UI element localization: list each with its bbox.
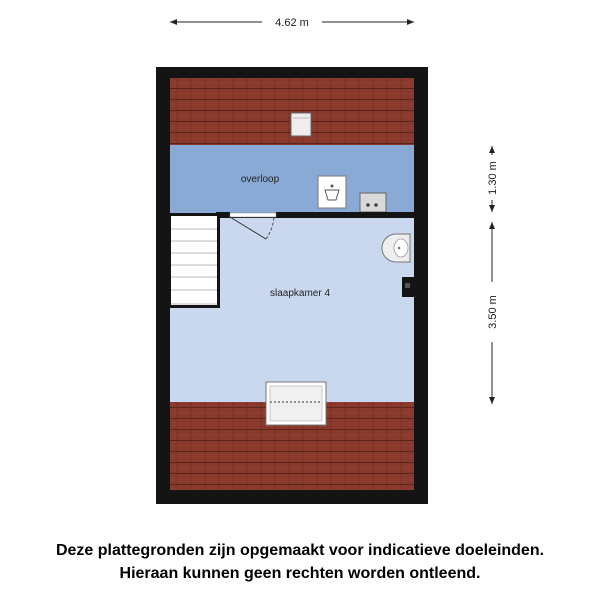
bedroom-label: slaapkamer 4 [269, 288, 331, 299]
height-dimension-top [487, 146, 499, 212]
width-label: 4.62 m [275, 17, 309, 29]
staircase [168, 214, 220, 308]
height-bottom-label: 3.50 m [487, 295, 499, 329]
inner-wall-right [276, 212, 414, 218]
height-top-label: 1.30 m [487, 161, 499, 195]
disclaimer-line-1: Deze plattegronden zijn opgemaakt voor indicatieve doeleinden. [55, 542, 545, 559]
boiler-icon [360, 193, 386, 212]
roof-window-bottom-icon [266, 382, 326, 425]
width-dimension [170, 17, 414, 29]
washing-machine-icon [318, 176, 346, 208]
roof-window-icon [291, 113, 311, 136]
door-threshold [230, 213, 276, 217]
height-dimension-bottom [487, 222, 499, 404]
disclaimer-line-2: Hieraan kunnen geen rechten worden ontleend. [119, 565, 481, 582]
landing-label: overloop [240, 174, 280, 185]
sink-icon [382, 234, 410, 262]
